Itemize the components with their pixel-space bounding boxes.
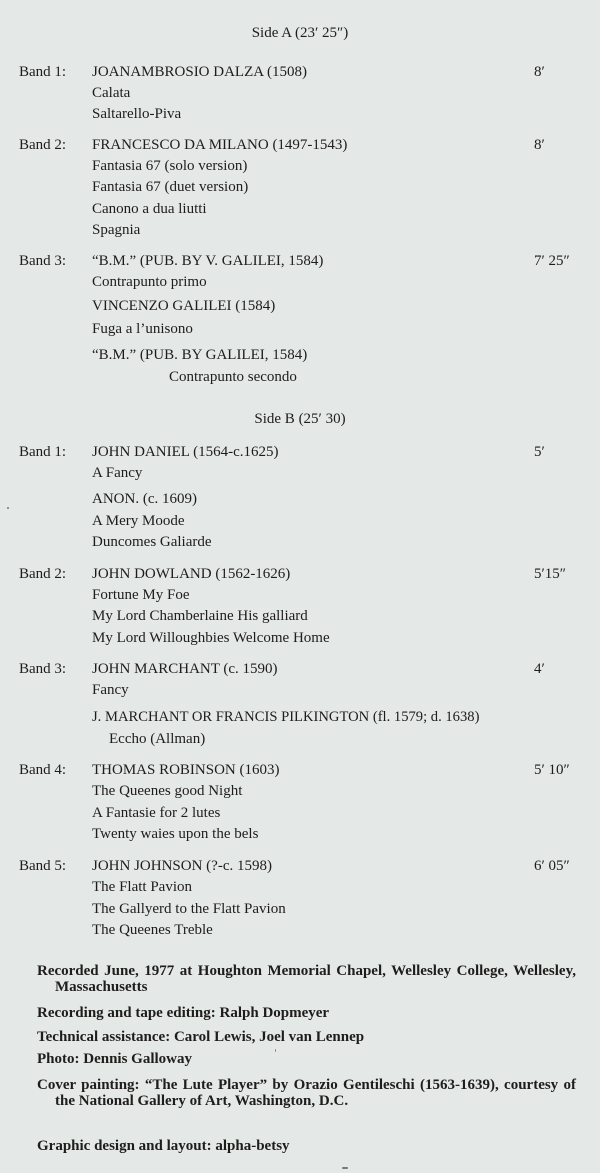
print-speck	[275, 1049, 276, 1052]
band-label: Band 4:	[19, 762, 67, 778]
side-a-heading: Side A (23′ 25″)	[251, 25, 349, 41]
composer-line: JOHN DOWLAND (1562-1626)	[92, 566, 291, 582]
print-speck	[7, 507, 9, 509]
piece-title: Fuga a l’unisono	[92, 321, 193, 337]
piece-title: Contrapunto secondo	[169, 369, 297, 385]
band-duration: 5′	[534, 444, 545, 460]
piece-title: The Queenes good Night	[92, 783, 243, 799]
print-speck	[342, 1167, 348, 1169]
composer-line: JOHN JOHNSON (?-c. 1598)	[92, 858, 272, 874]
composer-line: ANON. (c. 1609)	[92, 491, 197, 507]
piece-title: The Gallyerd to the Flatt Pavion	[92, 901, 286, 917]
piece-title: The Queenes Treble	[92, 922, 213, 938]
composer-line: JOHN MARCHANT (c. 1590)	[92, 661, 278, 677]
band-duration: 4′	[534, 661, 545, 677]
credit-technical: Technical assistance: Carol Lewis, Joel van Lennep	[37, 1029, 365, 1045]
piece-title: Saltarello-Piva	[92, 106, 182, 122]
composer-line: FRANCESCO DA MILANO (1497-1543)	[92, 137, 348, 153]
composer-line: THOMAS ROBINSON (1603)	[92, 762, 280, 778]
piece-title: Fantasia 67 (duet version)	[92, 179, 249, 195]
band-label: Band 3:	[19, 661, 67, 677]
composer-line: “B.M.” (PUB. BY V. GALILEI, 1584)	[92, 253, 324, 269]
credit-recorded: Recorded June, 1977 at Houghton Memorial Chapel, Wellesley College, Wellesley, Massachusetts	[37, 963, 576, 995]
piece-title: A Fantasie for 2 lutes	[92, 805, 221, 821]
piece-title: Fancy	[92, 682, 129, 698]
band-duration: 7′ 25″	[534, 253, 570, 269]
piece-title: Spagnia	[92, 222, 141, 238]
band-label: Band 2:	[19, 566, 67, 582]
composer-line: JOHN DANIEL (1564-c.1625)	[92, 444, 279, 460]
piece-title: Contrapunto primo	[92, 274, 207, 290]
credit-editing: Recording and tape editing: Ralph Dopmeyer	[37, 1005, 330, 1021]
piece-title: The Flatt Pavion	[92, 879, 192, 895]
band-label: Band 5:	[19, 858, 67, 874]
piece-title: Fortune My Foe	[92, 587, 190, 603]
piece-title: My Lord Chamberlaine His galliard	[92, 608, 308, 624]
piece-title: My Lord Willoughbies Welcome Home	[92, 630, 330, 646]
credit-photo: Photo: Dennis Galloway	[37, 1051, 193, 1067]
piece-title: A Mery Moode	[92, 513, 185, 529]
credit-cover-painting: Cover painting: “The Lute Player” by Orazio Gentileschi (1563-1639), courtesy of the National Gallery of Art, Washington, D.C.	[37, 1077, 576, 1109]
composer-line: VINCENZO GALILEI (1584)	[92, 298, 276, 314]
composer-line: J. MARCHANT OR FRANCIS PILKINGTON (fl. 1579; d. 1638)	[92, 709, 480, 725]
composer-line: “B.M.” (PUB. BY GALILEI, 1584)	[92, 347, 308, 363]
band-duration: 5′15″	[534, 566, 567, 582]
piece-title: Canono a dua liutti	[92, 201, 207, 217]
piece-title: Eccho (Allman)	[109, 731, 206, 747]
band-label: Band 3:	[19, 253, 67, 269]
band-label: Band 2:	[19, 137, 67, 153]
piece-title: A Fancy	[92, 465, 143, 481]
piece-title: Fantasia 67 (solo version)	[92, 158, 248, 174]
band-duration: 6′ 05″	[534, 858, 570, 874]
band-duration: 8′	[534, 137, 545, 153]
credit-graphic-design: Graphic design and layout: alpha-betsy	[37, 1138, 290, 1154]
band-duration: 5′ 10″	[534, 762, 570, 778]
band-duration: 8′	[534, 64, 545, 80]
piece-title: Duncomes Galiarde	[92, 534, 212, 550]
composer-line: JOANAMBROSIO DALZA (1508)	[92, 64, 308, 80]
side-b-heading: Side B (25′ 30)	[254, 411, 346, 427]
band-label: Band 1:	[19, 64, 67, 80]
piece-title: Calata	[92, 85, 131, 101]
piece-title: Twenty waies upon the bels	[92, 826, 259, 842]
band-label: Band 1:	[19, 444, 67, 460]
